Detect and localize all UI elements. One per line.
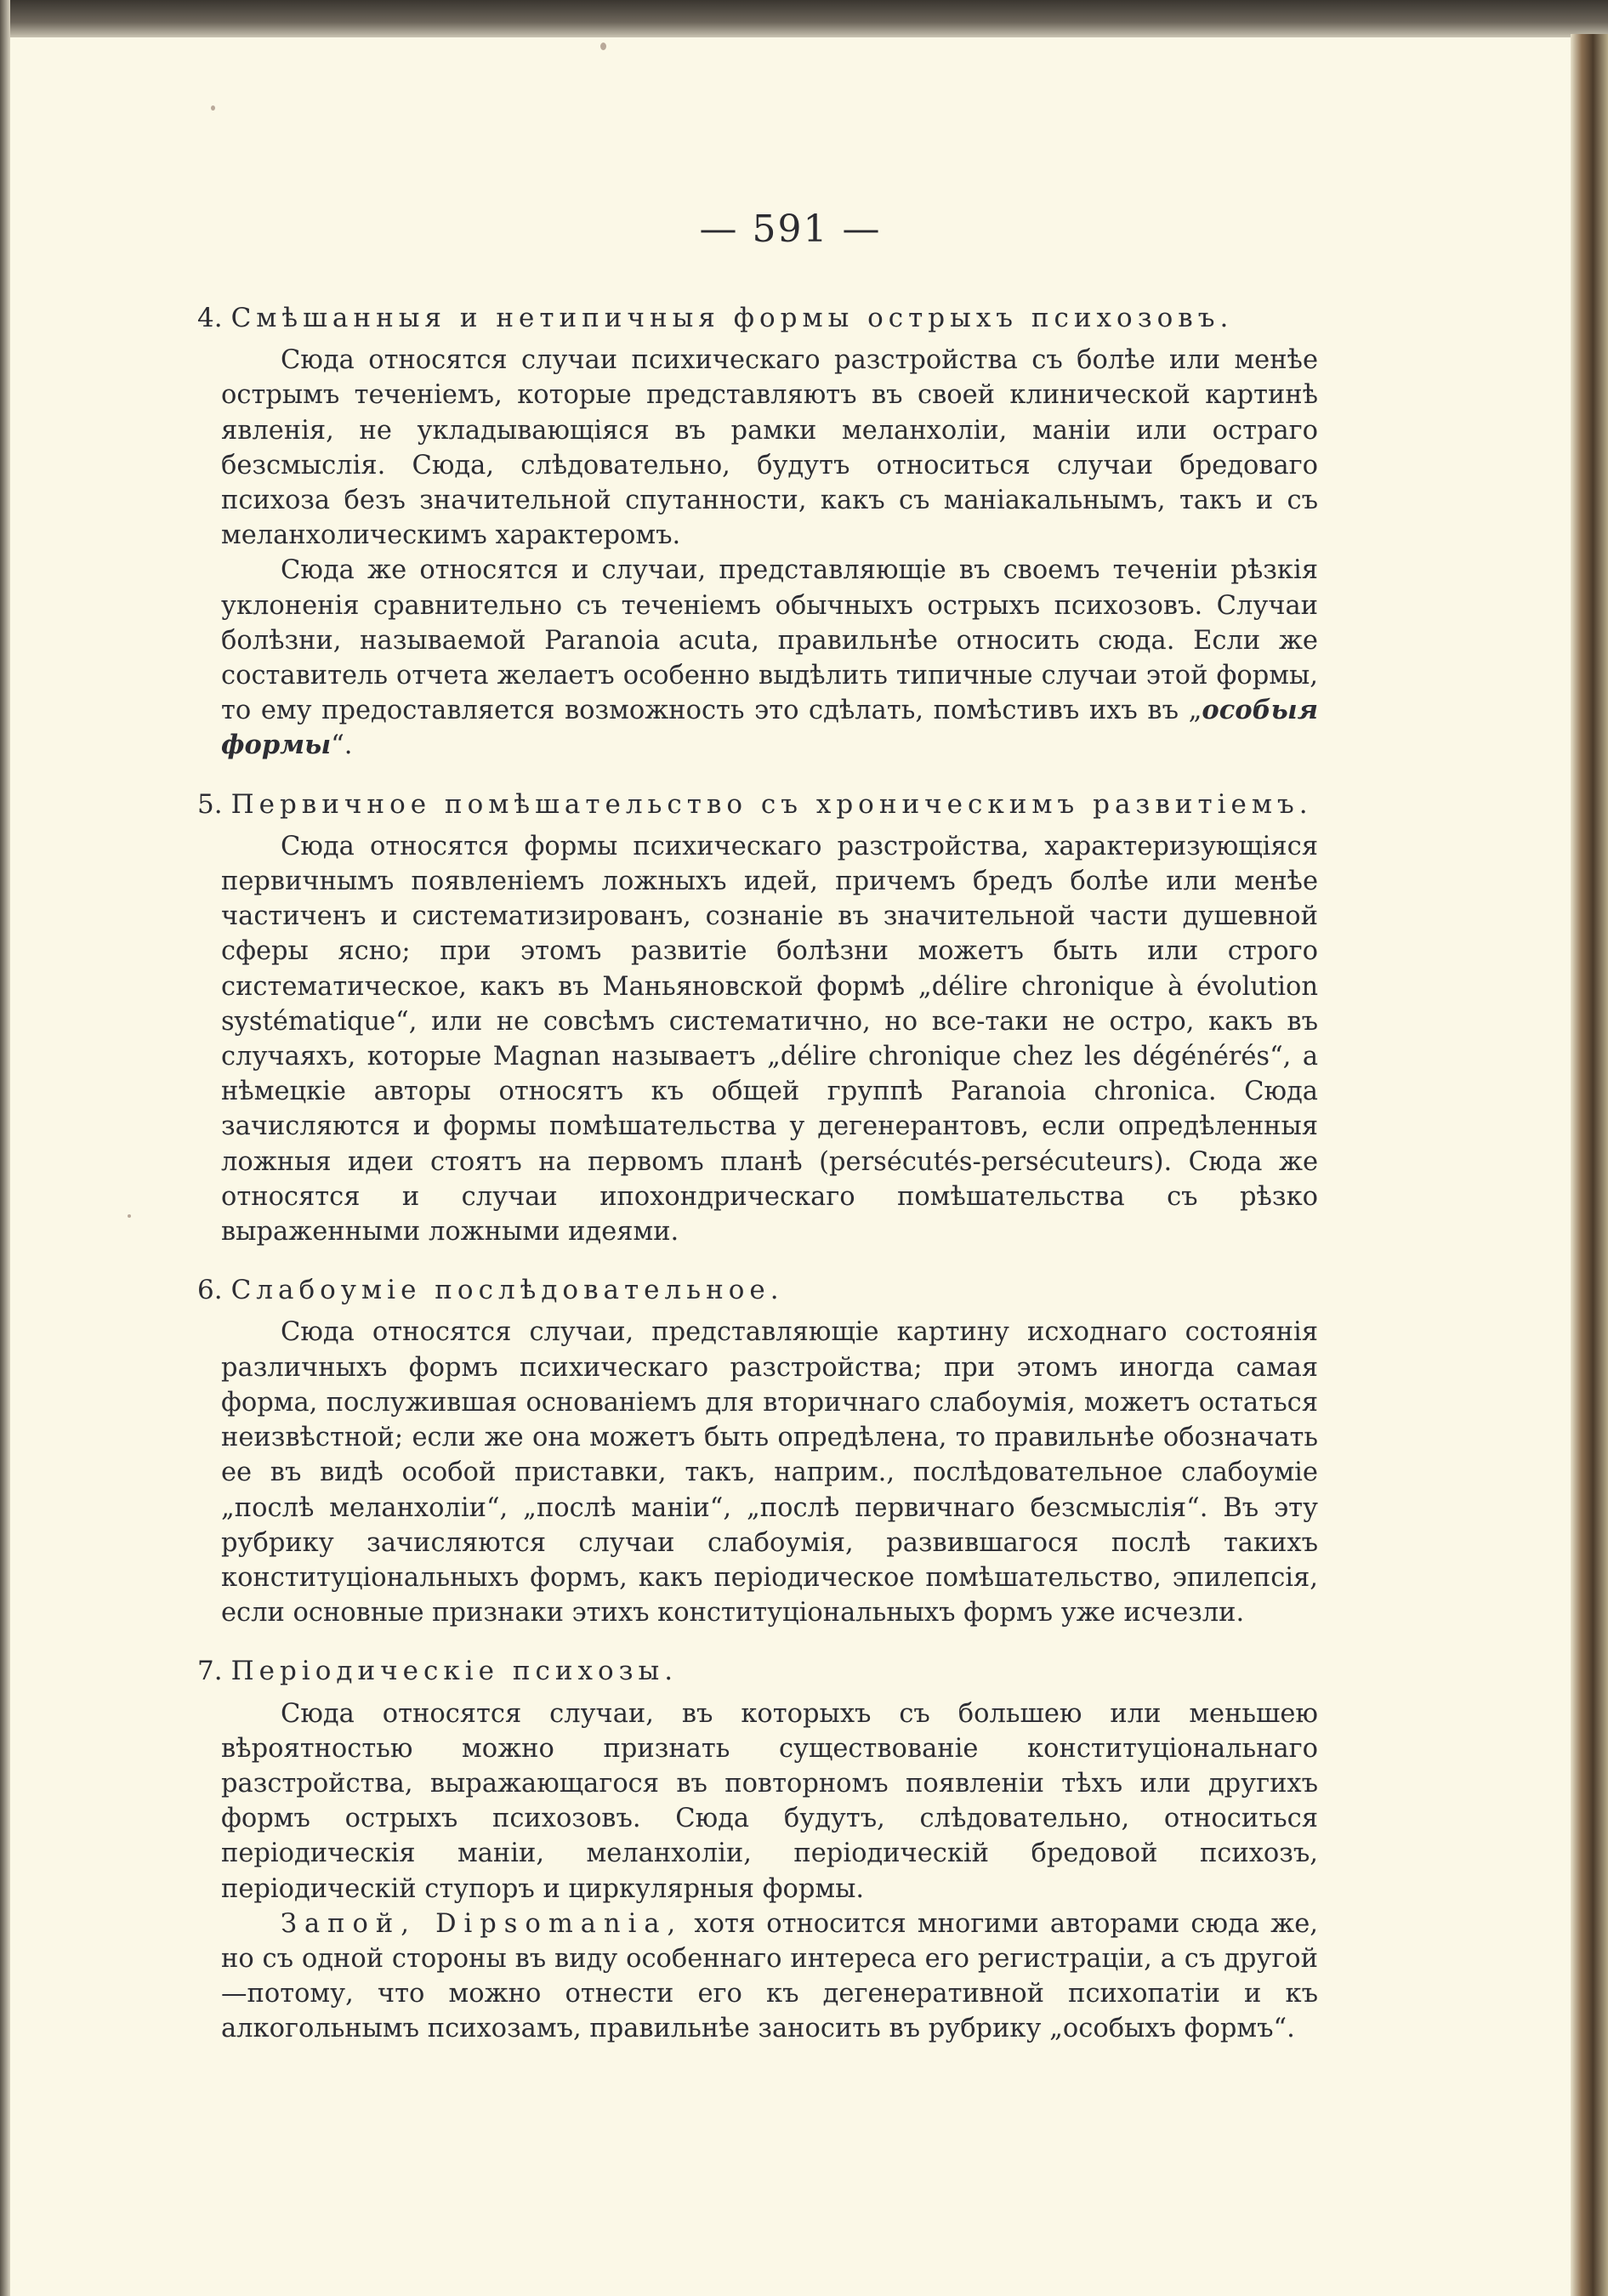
paper-speck	[211, 105, 215, 111]
spaced-term: Запой, Dipsomania,	[281, 1908, 684, 1939]
section-heading	[197, 1273, 1318, 1308]
section-number: 4.	[197, 303, 223, 333]
scan-top-edge	[0, 0, 1608, 37]
page-number: — 591 —	[699, 207, 882, 251]
paragraph	[221, 1315, 1318, 1630]
emphasized-term: особыя формы	[221, 695, 1318, 761]
paragraph	[221, 343, 1318, 553]
paragraph	[221, 553, 1318, 763]
paragraph-text: Сюда же относятся и случаи, представляющіе въ своемъ теченіи рѣзкія уклоненія сравнительно съ теченіемъ обычныхъ острыхъ психозовъ. Случаи болѣзни, называемой Paranoia acuta, правильнѣе относить сюда. Если же составитель отчета желаетъ особенно выдѣлить типичные случаи этой формы, то ему предоставляется возможность это сдѣлать, помѣстивъ ихъ въ „	[221, 555, 1318, 726]
section-number: 6.	[197, 1275, 223, 1306]
paper-speck	[600, 43, 606, 50]
section-number: 7.	[197, 1656, 223, 1687]
section-heading	[197, 301, 1318, 336]
section-title: Первичное помѣшательство съ хроническимъ развитіемъ.	[230, 788, 1313, 820]
document-page	[10, 37, 1571, 2296]
scan-right-edge	[1571, 34, 1608, 2296]
section-heading	[197, 1654, 1318, 1689]
paper-speck	[128, 1214, 131, 1218]
paragraph-text: хотя относится многими авторами сюда же, но съ одной стороны въ виду особеннаго интереса его регистраціи, а съ другой—потому, что можно отнести его къ дегенеративной психопатіи и къ алкогольнымъ психозамъ, правильнѣе заносить въ рубрику „особыхъ формъ“.	[221, 1908, 1318, 2044]
paragraph-text: Сюда относятся случаи психическаго разстройства съ болѣе или менѣе острымъ теченіемъ, которые представляютъ въ своей клинической картинѣ явленія, не укладывающіяся въ рамки меланхоліи, маніи или остраго безсмыслія. Сюда, слѣдовательно, будутъ относиться случаи бредоваго психоза безъ значительной спутанности, какъ съ маніакальнымъ, такъ и съ меланхолическимъ характеромъ.	[221, 345, 1318, 551]
section-heading	[197, 787, 1318, 822]
paragraph-text: Сюда относятся случаи, въ которыхъ съ большею или меньшею вѣроятностью можно признать существованіе конституціональнаго разстройства, выражающагося въ повторномъ появленіи тѣхъ или другихъ формъ острыхъ психозовъ. Сюда будутъ, слѣдовательно, относиться періодическія маніи, меланхоліи, періодическій бредовой психозъ, періодическій ступоръ и циркулярныя формы.	[221, 1698, 1318, 1904]
page-body	[197, 287, 1318, 2047]
section-number: 5.	[197, 788, 223, 820]
scan-left-edge	[0, 0, 10, 2296]
section-title: Смѣшанныя и нетипичныя формы острыхъ психозовъ.	[230, 303, 1234, 333]
paragraph-text: Сюда относятся формы психическаго разстройства, характеризующіяся первичнымъ появленіемъ ложныхъ идей, причемъ бредъ болѣе или менѣе частиченъ и систематизированъ, сознаніе въ значительной части душевной сферы ясно; при этомъ развитіе болѣзни можетъ быть или строго систематическое, какъ въ Маньяновской формѣ „délire chronique à évolution systématique“, или не совсѣмъ систематично, но все-таки не остро, какъ въ случаяхъ, которые Magnan называетъ „délire chronique chez les dégénérés“, а нѣмецкіе авторы относятъ къ общей группѣ Paranoia chronica. Сюда зачисляются и формы помѣшательства у дегенерантовъ, если опредѣленныя ложныя идеи стоятъ на первомъ планѣ (persécutés-persécuteurs). Сюда же относятся и случаи ипохондрическаго помѣшательства съ рѣзко выраженными ложными идеями.	[221, 831, 1318, 1247]
paragraph-text-end: “.	[331, 730, 353, 761]
paragraph	[221, 1696, 1318, 1907]
section-title: Слабоуміе послѣдовательное.	[230, 1275, 784, 1306]
section-title: Періодическіе психозы.	[230, 1656, 679, 1687]
paragraph-text: Сюда относятся случаи, представляющіе картину исходнаго состоянія различныхъ формъ психическаго разстройства; при этомъ иногда самая форма, послужившая основаніемъ для вторичнаго слабоумія, можетъ остаться неизвѣстной; если же она можетъ быть опредѣлена, то правильнѣе обозначать ее въ видѣ особой приставки, такъ, наприм., послѣдовательное слабоуміе „послѣ меланхоліи“, „послѣ маніи“, „послѣ первичнаго безсмыслія“. Въ эту рубрику зачисляются случаи слабоумія, развившагося послѣ такихъ конституціональныхъ формъ, какъ періодическое помѣшательство, эпилепсія, если основные признаки этихъ конституціональныхъ формъ уже исчезли.	[221, 1317, 1318, 1628]
paragraph	[221, 829, 1318, 1249]
paragraph	[221, 1907, 1318, 2047]
